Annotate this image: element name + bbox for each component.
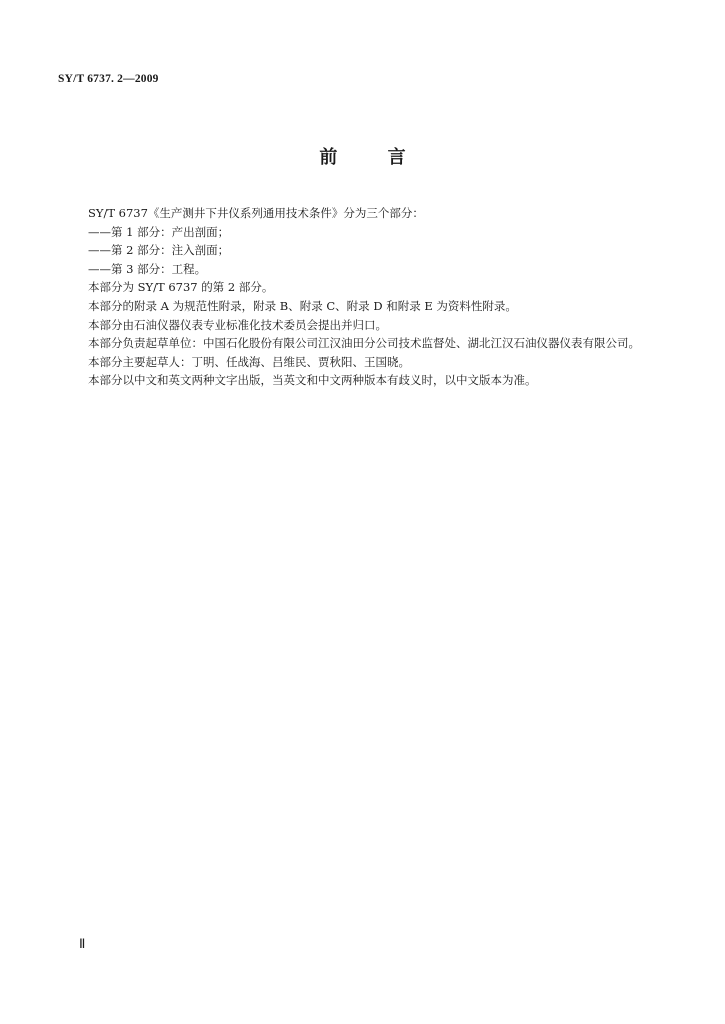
- list-item-part-1: ——第 1 部分：产出剖面；: [88, 224, 230, 239]
- page-title: 前 言: [319, 147, 428, 168]
- foreword-body: [88, 204, 648, 390]
- paragraph-drafting-units: 本部分负责起草单位：中国石化股份有限公司江汉油田分公司技术监督处、湖北江汉石油仪器仪表有限公司。: [88, 336, 640, 351]
- paragraph-this-part: 本部分为 SY/T 6737 的第 2 部分。: [88, 280, 274, 295]
- paragraph-annexes: 本部分的附录 A 为规范性附录，附录 B、附录 C、附录 D 和附录 E 为资料性附录。: [88, 298, 517, 313]
- page-number: Ⅱ: [79, 936, 86, 951]
- paragraph-language-note: 本部分以中文和英文两种文字出版，当英文和中文两种版本有歧义时，以中文版本为准。: [88, 373, 537, 388]
- list-item-part-2: ——第 2 部分：注入剖面；: [88, 243, 230, 258]
- standard-code-header: SY/T 6737. 2—2009: [58, 73, 159, 85]
- paragraph-parts-intro: SY/T 6737《生产测井下井仪系列通用技术条件》分为三个部分：: [88, 206, 424, 220]
- list-item-part-3: ——第 3 部分：工程。: [88, 261, 207, 276]
- paragraph-drafters: 本部分主要起草人：丁明、任战海、吕维民、贾秋阳、王国晓。: [88, 354, 410, 369]
- paragraph-proposed-by: 本部分由石油仪器仪表专业标准化技术委员会提出并归口。: [88, 317, 387, 332]
